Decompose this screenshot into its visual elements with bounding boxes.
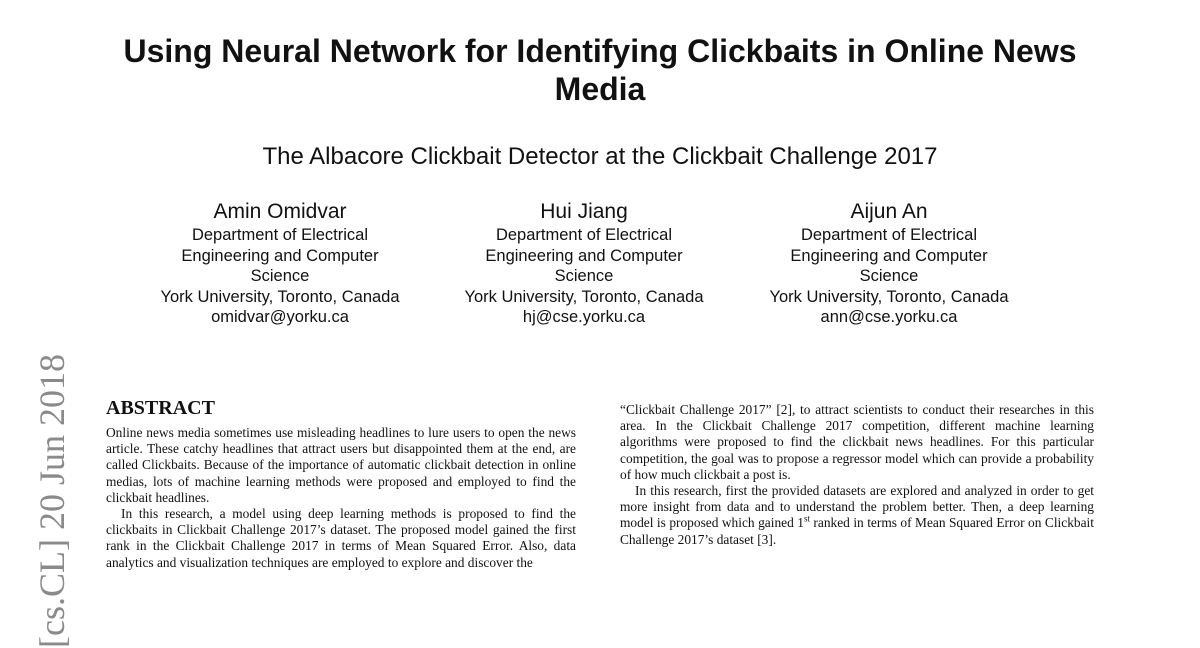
intro-paragraph-2-text-a: In this research, first the provided datasets are explored and analyzed in order to get more insight from data and to understand the problem better. Then, a deep learning model is proposed which gained 1 bbox=[620, 483, 1094, 531]
author-name: Hui Jiang bbox=[540, 200, 628, 223]
ordinal-superscript: st bbox=[803, 513, 810, 524]
paper-subtitle: The Albacore Clickbait Detector at the Clickbait Challenge 2017 bbox=[262, 143, 938, 170]
author-email: omidvar@yorku.ca bbox=[211, 308, 349, 326]
left-column bbox=[106, 396, 576, 571]
author-affiliation: York University, Toronto, Canada bbox=[464, 287, 704, 306]
author-email: hj@cse.yorku.ca bbox=[522, 308, 646, 326]
intro-paragraph-1: “Clickbait Challenge 2017” [2], to attract scientists to conduct their researches in this area. In the Clickbait Challenge 2017 competition, different machine learning algorithms were proposed to find the clickbait news headlines. For this particular competition, the goal was to propose a regressor model which can provide a probability of how much clickbait a post is. bbox=[620, 402, 1094, 482]
author-affiliation: York University, Toronto, Canada bbox=[769, 287, 1009, 306]
right-column bbox=[620, 402, 1094, 548]
intro-paragraph-2-text-b: ranked in terms of Mean Squared Error on Clickbait Challenge 2017’s dataset [3]. bbox=[620, 515, 1094, 547]
abstract-paragraph-2: In this research, a model using deep learning methods is proposed to find the clickbaits in Clickbait Challenge 2017’s dataset. The proposed model gained the first rank in the Clickbait Challenge 2017 in terms of Mean Squared Error. Also, data analytics and visualization techniques are employed to explore and discover the bbox=[106, 506, 576, 570]
abstract-paragraph-1: Online news media sometimes use misleading headlines to lure users to open the news article. These catchy headlines that attract users but disappointed them at the end, are called Clickbaits. Because of the importance of automatic clickbait detection in online medias, lots of machine learning methods were proposed and employed to find the clickbait headlines. bbox=[106, 425, 576, 505]
author-dept: Department of Electrical Engineering and Computer Science bbox=[181, 226, 379, 285]
paper-title: Using Neural Network for Identifying Clickbaits in Online News Media bbox=[123, 33, 1077, 107]
author-affiliation: York University, Toronto, Canada bbox=[160, 287, 400, 306]
arxiv-stamp-text: [cs.CL] 20 Jun 2018 bbox=[32, 354, 72, 648]
abstract-heading: ABSTRACT bbox=[106, 397, 215, 419]
author-name: Aijun An bbox=[850, 200, 928, 223]
author-block-3 bbox=[759, 200, 1019, 328]
author-block-1 bbox=[150, 200, 410, 328]
author-dept: Department of Electrical Engineering and Computer Science bbox=[790, 226, 988, 285]
author-block-2 bbox=[454, 200, 714, 328]
arxiv-stamp bbox=[30, 318, 74, 648]
intro-paragraph-2 bbox=[620, 483, 1094, 548]
author-name: Amin Omidvar bbox=[213, 200, 347, 223]
author-dept: Department of Electrical Engineering and Computer Science bbox=[485, 226, 683, 285]
author-email: ann@cse.yorku.ca bbox=[820, 308, 958, 326]
